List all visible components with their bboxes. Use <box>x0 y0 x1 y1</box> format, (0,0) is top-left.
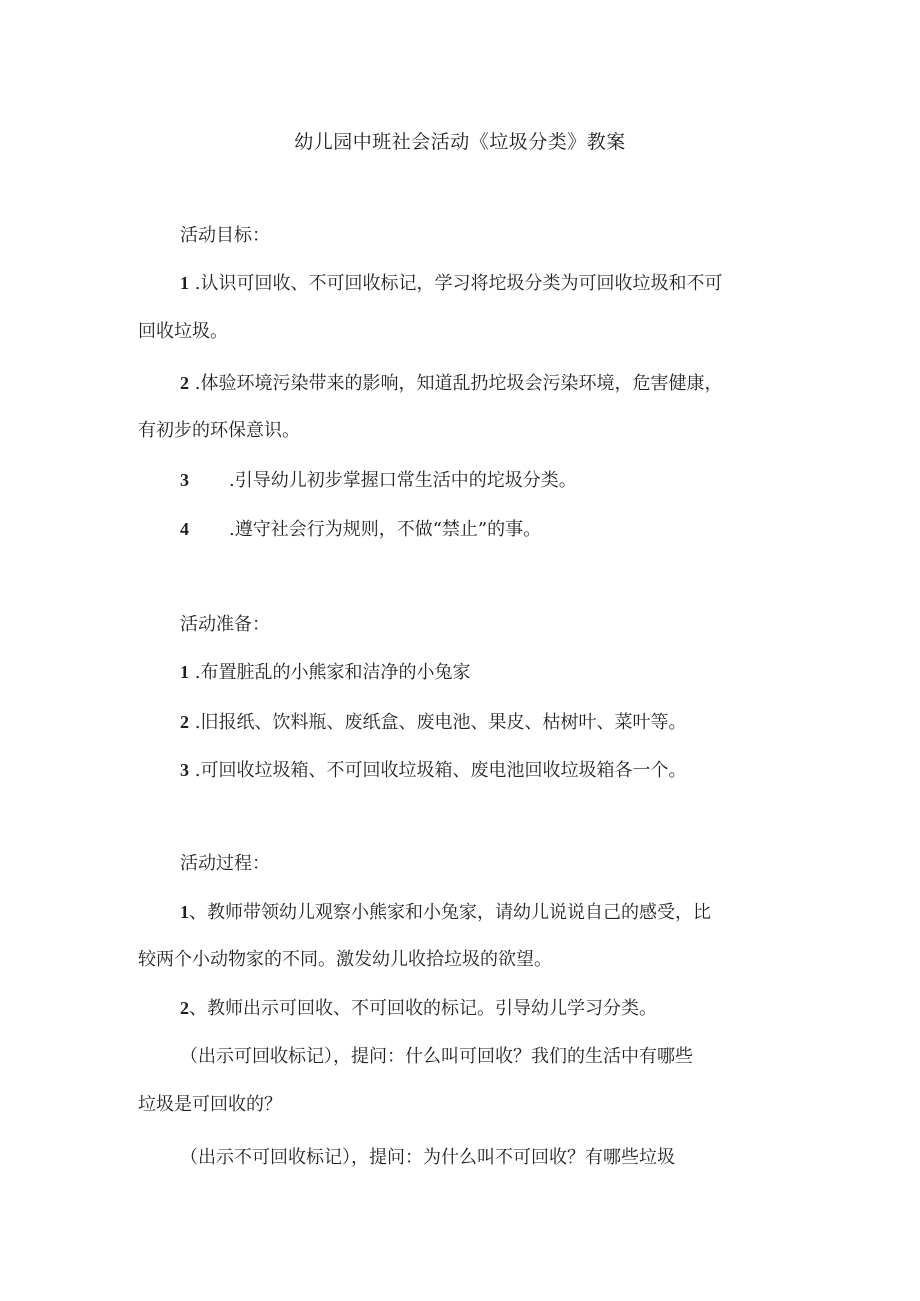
process-paragraph-4: （出示不可回收标记），提问：为什么叫不可回收？有哪些垃圾 <box>180 1147 675 1168</box>
process-text: 、教师带领幼儿观察小熊家和小兔家，请幼儿说说自己的感受，比 <box>189 902 711 923</box>
goal-text: .体验环境污染带来的影响，知道乱扔坨圾会污染环境，危害健康， <box>189 373 723 394</box>
prep-text: .可回收垃圾箱、不可回收垃圾箱、废电池回收垃圾箱各一个。 <box>189 760 687 781</box>
goal-item-1-continuation: 回收垃圾。 <box>138 321 228 342</box>
process-heading: 活动过程： <box>180 853 270 874</box>
process-number: 2 <box>180 998 189 1018</box>
process-text: 、教师出示可回收、不可回收的标记。引导幼儿学习分类。 <box>189 998 657 1019</box>
goal-number: 3 <box>180 470 189 490</box>
process-paragraph-1 <box>180 900 830 925</box>
document-title: 幼儿园中班社会活动《垃圾分类》教案 <box>294 131 626 153</box>
process-number: 1 <box>180 902 189 922</box>
process-paragraph-3: （出示可回收标记），提问：什么叫可回收？我们的生活中有哪些 <box>180 1046 693 1067</box>
prep-number: 3 <box>180 760 189 780</box>
goal-item-3 <box>180 468 830 493</box>
goal-text: .认识可回收、不可回收标记，学习将坨圾分类为可回收垃圾和不可 <box>189 273 723 294</box>
goal-item-2 <box>180 371 830 396</box>
goal-item-2-continuation: 有初步的环保意识。 <box>138 420 300 441</box>
goal-number: 1 <box>180 273 189 293</box>
goal-item-4 <box>180 517 830 542</box>
prep-number: 1 <box>180 662 189 682</box>
prep-heading: 活动准备： <box>180 614 270 635</box>
goal-number: 2 <box>180 373 189 393</box>
goal-item-1 <box>180 271 830 296</box>
prep-text: .布置脏乱的小熊家和洁净的小兔家 <box>189 662 471 683</box>
process-paragraph-3-continuation: 垃圾是可回收的？ <box>138 1094 282 1115</box>
prep-text: .旧报纸、饮料瓶、废纸盒、废电池、果皮、枯树叶、菜叶等。 <box>189 712 687 733</box>
goals-heading: 活动目标： <box>180 225 270 246</box>
prep-item-3 <box>180 758 830 783</box>
goal-text: .引导幼儿初步掌握口常生活中的坨圾分类。 <box>229 470 577 491</box>
prep-item-2 <box>180 710 830 735</box>
process-paragraph-1-continuation: 较两个小动物家的不同。激发幼儿收拾垃圾的欲望。 <box>138 949 552 970</box>
prep-item-1 <box>180 660 830 685</box>
prep-number: 2 <box>180 712 189 732</box>
process-paragraph-2 <box>180 996 830 1021</box>
goal-number: 4 <box>180 519 189 539</box>
goal-text: .遵守社会行为规则，不做“禁止”的事。 <box>229 519 542 540</box>
